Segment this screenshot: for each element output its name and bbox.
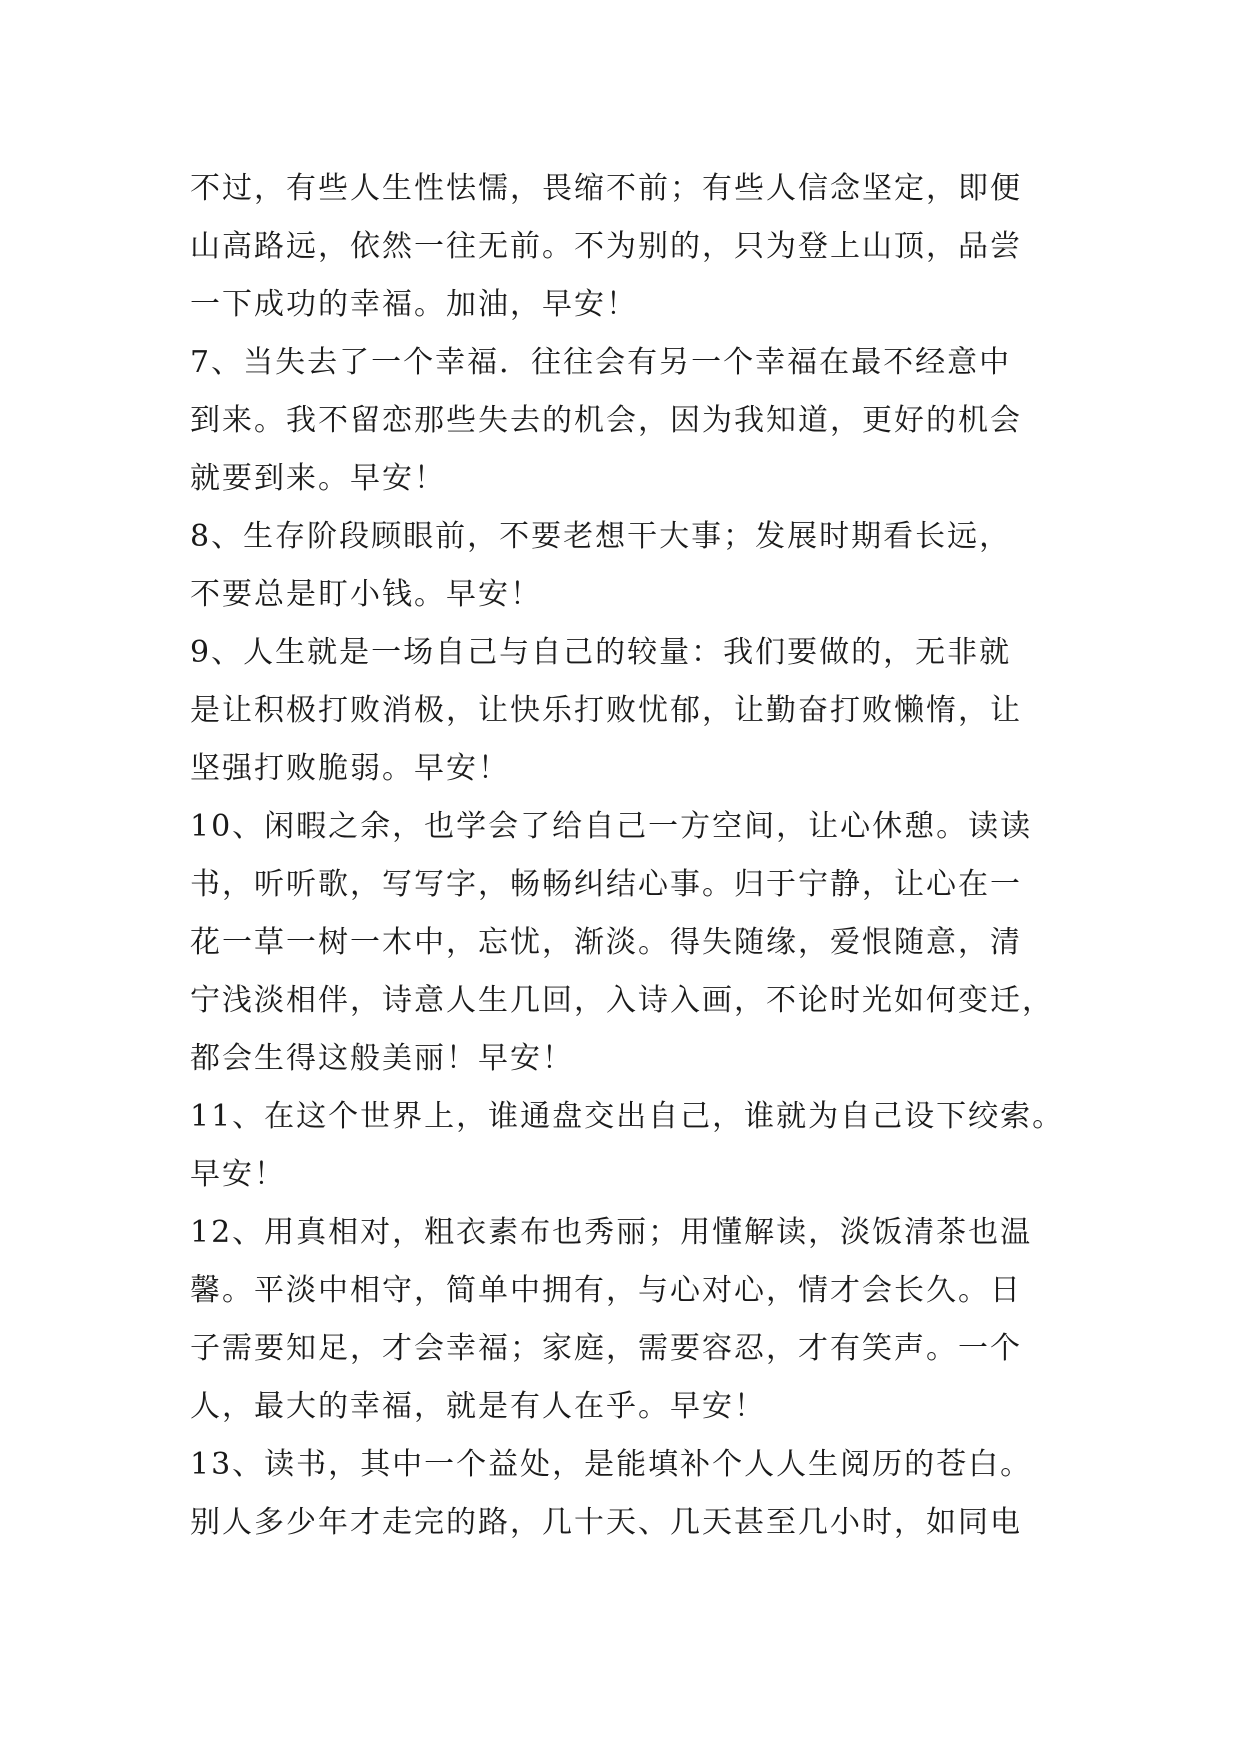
text-line: 不过，有些人生性怯懦，畏缩不前；有些人信念坚定，即便 [190, 171, 1022, 206]
text-line: 到来。我不留恋那些失去的机会，因为我知道，更好的机会 [190, 403, 1022, 438]
text-line: 就要到来。早安！ [190, 461, 446, 496]
text-line: 不要总是盯小钱。早安！ [190, 577, 542, 612]
text-line: 7、当失去了一个幸福．往往会有另一个幸福在最不经意中 [190, 345, 1012, 380]
text-line: 13、读书，其中一个益处，是能填补个人人生阅历的苍白。 [190, 1447, 1033, 1482]
text-line: 一下成功的幸福。加油，早安！ [190, 287, 638, 322]
text-line: 8、生存阶段顾眼前，不要老想干大事；发展时期看长远， [190, 519, 1012, 554]
text-line: 10、闲暇之余，也学会了给自己一方空间，让心休憩。读读 [190, 809, 1033, 844]
text-line: 12、用真相对，粗衣素布也秀丽；用懂解读，淡饭清茶也温 [190, 1215, 1033, 1250]
text-line: 是让积极打败消极，让快乐打败忧郁，让勤奋打败懒惰，让 [190, 693, 1022, 728]
text-line: 花一草一树一木中，忘忧，渐淡。得失随缘，爱恨随意，清 [190, 925, 1022, 960]
text-line: 别人多少年才走完的路，几十天、几天甚至几小时，如同电 [190, 1505, 1022, 1540]
document-text [190, 160, 1080, 1552]
text-line: 早安！ [190, 1157, 286, 1192]
text-line: 人，最大的幸福，就是有人在乎。早安！ [190, 1389, 766, 1424]
text-line: 11、在这个世界上，谁通盘交出自己，谁就为自己设下绞索。 [190, 1099, 1065, 1134]
text-line: 都会生得这般美丽！早安！ [190, 1041, 574, 1076]
text-line: 坚强打败脆弱。早安！ [190, 751, 510, 786]
text-line: 馨。平淡中相守，简单中拥有，与心对心，情才会长久。日 [190, 1273, 1022, 1308]
text-line: 9、人生就是一场自己与自己的较量：我们要做的，无非就 [190, 635, 1012, 670]
text-line: 宁浅淡相伴，诗意人生几回，入诗入画，不论时光如何变迁， [190, 983, 1054, 1018]
text-line: 子需要知足，才会幸福；家庭，需要容忍，才有笑声。一个 [190, 1331, 1022, 1366]
text-line: 书，听听歌，写写字，畅畅纠结心事。归于宁静，让心在一 [190, 867, 1022, 902]
text-line: 山高路远，依然一往无前。不为别的，只为登上山顶，品尝 [190, 229, 1022, 264]
